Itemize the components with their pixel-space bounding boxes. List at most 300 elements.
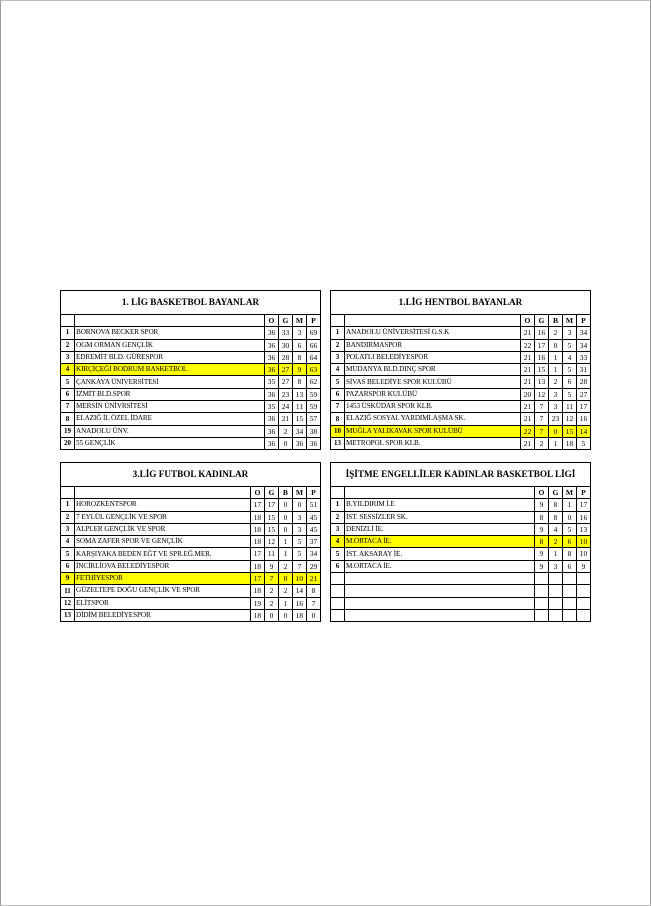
column-header: P	[577, 315, 591, 327]
stat-cell: 21	[521, 437, 535, 449]
table-row	[61, 585, 321, 597]
team-name: İZMİT BLD.SPOR	[75, 388, 265, 400]
table-row	[331, 597, 591, 609]
table-row	[61, 413, 321, 425]
stat-cell: 0	[562, 511, 576, 523]
stat-cell: 36	[264, 388, 278, 400]
stat-cell: 2	[535, 437, 549, 449]
column-header: M	[292, 487, 306, 499]
rank-cell: 5	[331, 548, 345, 560]
stat-cell: 36	[264, 413, 278, 425]
stat-cell: 36	[264, 351, 278, 363]
table-row	[331, 536, 591, 548]
table-row	[61, 523, 321, 535]
column-header: O	[534, 487, 548, 499]
rank-cell: 3	[61, 351, 75, 363]
rank-cell: 2	[61, 511, 75, 523]
stat-cell: 18	[250, 523, 264, 535]
stat-cell	[548, 597, 562, 609]
stat-cell: 22	[521, 339, 535, 351]
stat-cell: 18	[563, 437, 577, 449]
rank-cell: 2	[331, 339, 345, 351]
team-name: MUĞLA YALIKAVAK SPOR KULÜBÜ	[345, 425, 521, 437]
stat-cell: 9	[534, 499, 548, 511]
team-name: ELİTSPOR	[75, 597, 251, 609]
stat-cell: 0	[264, 609, 278, 621]
stat-cell: 16	[576, 511, 590, 523]
stat-cell: 16	[577, 413, 591, 425]
header-blank	[345, 315, 521, 327]
stat-cell: 0	[278, 499, 292, 511]
team-name: İST. SESSİZLER SK.	[345, 511, 535, 523]
column-header: G	[535, 315, 549, 327]
stat-cell: 15	[563, 425, 577, 437]
stat-cell	[562, 597, 576, 609]
stat-cell: 8	[292, 351, 306, 363]
rank-cell: 10	[331, 425, 345, 437]
stat-cell: 59	[306, 388, 320, 400]
stat-cell: 16	[535, 327, 549, 339]
rank-cell: 5	[61, 376, 75, 388]
header-blank	[331, 487, 345, 499]
column-header: B	[278, 487, 292, 499]
column-header: O	[264, 315, 278, 327]
table-row	[331, 339, 591, 351]
stat-cell: 21	[521, 364, 535, 376]
stat-cell: 17	[264, 499, 278, 511]
stat-cell	[548, 573, 562, 585]
header-blank	[61, 315, 75, 327]
team-name: ÇANKAYA ÜNİVERSİTESİ	[75, 376, 265, 388]
stat-cell: 8	[548, 499, 562, 511]
stat-cell: 23	[549, 413, 563, 425]
stat-cell: 18	[292, 609, 306, 621]
stat-cell: 6	[563, 376, 577, 388]
stat-cell: 3	[549, 401, 563, 413]
table-row	[331, 499, 591, 511]
rank-cell	[331, 585, 345, 597]
table-row	[61, 597, 321, 609]
stat-cell	[534, 585, 548, 597]
stat-cell: 16	[535, 351, 549, 363]
rank-cell: 9	[61, 573, 75, 585]
stat-cell	[576, 585, 590, 597]
stat-cell: 15	[292, 413, 306, 425]
stat-cell: 5	[563, 388, 577, 400]
stat-cell: 13	[292, 388, 306, 400]
stat-cell: 3	[292, 327, 306, 339]
table-row	[61, 425, 321, 437]
stat-cell: 12	[264, 536, 278, 548]
rank-cell: 11	[61, 585, 75, 597]
stat-cell	[534, 609, 548, 621]
table-title: 1.LİG HENTBOL BAYANLAR	[331, 291, 591, 315]
stat-cell: 11	[264, 548, 278, 560]
team-name: 1453 ÜSKÜDAR SPOR KLB.	[345, 401, 521, 413]
stat-cell: 36	[306, 437, 320, 449]
table-row	[61, 327, 321, 339]
stat-cell: 7	[264, 573, 278, 585]
rank-cell: 2	[331, 511, 345, 523]
stat-cell: 5	[292, 536, 306, 548]
rank-cell: 5	[61, 548, 75, 560]
stat-cell: 63	[306, 364, 320, 376]
stat-cell: 2	[278, 425, 292, 437]
stat-cell: 21	[278, 413, 292, 425]
team-name: SOMA ZAFER SPOR VE GENÇLİK	[75, 536, 251, 548]
stat-cell: 10	[576, 548, 590, 560]
stat-cell: 0	[278, 609, 292, 621]
table-header-row	[331, 315, 591, 327]
stat-cell: 1	[562, 499, 576, 511]
team-name: B.YILDIRIM İ.E	[345, 499, 535, 511]
table-title: 3.LİG FUTBOL KADINLAR	[61, 463, 321, 487]
rank-cell: 4	[61, 536, 75, 548]
stat-cell: 18	[250, 609, 264, 621]
stat-cell	[562, 609, 576, 621]
table-title-row	[61, 463, 321, 487]
header-blank	[345, 487, 535, 499]
stat-cell: 62	[306, 376, 320, 388]
rank-cell: 6	[61, 388, 75, 400]
stat-cell: 4	[563, 351, 577, 363]
table-row	[331, 511, 591, 523]
rank-cell: 1	[331, 499, 345, 511]
table-row	[331, 388, 591, 400]
rank-cell	[331, 573, 345, 585]
stat-cell: 1	[549, 437, 563, 449]
rank-cell: 6	[61, 560, 75, 572]
stat-cell: 14	[292, 585, 306, 597]
league-table	[330, 290, 591, 450]
column-header: P	[306, 315, 320, 327]
table-row	[61, 511, 321, 523]
stat-cell: 36	[264, 437, 278, 449]
stat-cell: 3	[548, 560, 562, 572]
table-title-row	[61, 291, 321, 315]
stat-cell: 9	[534, 523, 548, 535]
stat-cell: 36	[264, 339, 278, 351]
stat-cell: 15	[535, 364, 549, 376]
table-row	[331, 560, 591, 572]
stat-cell: 11	[292, 401, 306, 413]
team-name: ANADOLU ÜNİVERSİTESİ G.S.K	[345, 327, 521, 339]
stat-cell: 2	[548, 536, 562, 548]
stat-cell: 64	[306, 351, 320, 363]
team-name: M.ORTACA İE.	[345, 560, 535, 572]
stat-cell: 16	[292, 597, 306, 609]
stat-cell: 0	[549, 339, 563, 351]
team-name	[345, 573, 535, 585]
column-header: P	[576, 487, 590, 499]
stat-cell: 10	[292, 573, 306, 585]
table-title: 1. LİG BASKETBOL BAYANLAR	[61, 291, 321, 315]
table-row	[61, 560, 321, 572]
stat-cell: 2	[278, 560, 292, 572]
table-row	[61, 376, 321, 388]
stat-cell: 34	[577, 327, 591, 339]
stat-cell: 1	[549, 364, 563, 376]
table-title: İŞİTME ENGELLİLER KADINLAR BASKETBOL LİGİ	[331, 463, 591, 487]
stat-cell: 21	[521, 401, 535, 413]
team-name: EDREMİT BLD. GÜRESPOR	[75, 351, 265, 363]
table-header-row	[61, 487, 321, 499]
stat-cell	[548, 585, 562, 597]
stat-cell: 7	[535, 425, 549, 437]
team-name: 7 EYLÜL GENÇLİK VE SPOR	[75, 511, 251, 523]
stat-cell: 1	[278, 597, 292, 609]
stat-cell: 7	[535, 401, 549, 413]
rank-cell: 13	[61, 609, 75, 621]
stat-cell: 18	[250, 560, 264, 572]
stat-cell: 6	[562, 536, 576, 548]
stat-cell: 8	[534, 536, 548, 548]
table-row	[61, 548, 321, 560]
column-header: M	[292, 315, 306, 327]
team-name: HOROZKENTSPOR	[75, 499, 251, 511]
stat-cell: 23	[278, 388, 292, 400]
team-name	[345, 609, 535, 621]
rank-cell	[331, 597, 345, 609]
stat-cell: 7	[535, 413, 549, 425]
rank-cell: 4	[61, 364, 75, 376]
rank-cell: 8	[331, 413, 345, 425]
league-table	[60, 290, 321, 450]
team-name: M.ORTACA İE.	[345, 536, 535, 548]
team-name: METROPOL SPOR KLB.	[345, 437, 521, 449]
column-header: G	[278, 315, 292, 327]
stat-cell: 8	[562, 548, 576, 560]
stat-cell	[534, 573, 548, 585]
stat-cell: 5	[577, 437, 591, 449]
table-row	[61, 351, 321, 363]
stat-cell: 51	[306, 499, 320, 511]
stat-cell: 45	[306, 511, 320, 523]
team-name	[345, 585, 535, 597]
stat-cell: 17	[535, 339, 549, 351]
stat-cell: 33	[577, 351, 591, 363]
table-row	[331, 351, 591, 363]
league-table	[60, 462, 321, 622]
table-row	[331, 437, 591, 449]
stat-cell: 34	[306, 548, 320, 560]
stat-cell: 31	[577, 364, 591, 376]
team-name: SİVAS BELEDİYE SPOR KULÜBÜ	[345, 376, 521, 388]
stat-cell: 20	[521, 388, 535, 400]
column-header: M	[562, 487, 576, 499]
stat-cell: 21	[306, 573, 320, 585]
rank-cell: 3	[331, 523, 345, 535]
table-row	[331, 609, 591, 621]
table-row	[61, 573, 321, 585]
header-blank	[61, 487, 75, 499]
header-blank	[331, 315, 345, 327]
rank-cell: 6	[331, 560, 345, 572]
stat-cell: 30	[278, 339, 292, 351]
team-name: İST. AKSARAY İE.	[345, 548, 535, 560]
column-header: B	[549, 315, 563, 327]
stat-cell	[548, 609, 562, 621]
table-row	[331, 585, 591, 597]
team-name: MERSİN ÜNİVRSİTESİ	[75, 401, 265, 413]
stat-cell: 2	[549, 327, 563, 339]
table-header-row	[61, 315, 321, 327]
team-name: MUDANYA BLD.DINÇ SPOR	[345, 364, 521, 376]
stat-cell: 36	[264, 327, 278, 339]
stat-cell: 0	[278, 573, 292, 585]
column-header: O	[521, 315, 535, 327]
stat-cell: 27	[577, 388, 591, 400]
stat-cell: 18	[250, 536, 264, 548]
stat-cell: 21	[521, 351, 535, 363]
stat-cell: 10	[576, 536, 590, 548]
stat-cell: 7	[292, 560, 306, 572]
stat-cell: 3	[292, 511, 306, 523]
rank-cell: 19	[61, 425, 75, 437]
stat-cell: 36	[264, 425, 278, 437]
stat-cell: 0	[306, 609, 320, 621]
column-header: G	[264, 487, 278, 499]
team-name: GÜZELTEPE DOĞU GENÇLİK VE SPOR	[75, 585, 251, 597]
stat-cell: 3	[563, 327, 577, 339]
table-row	[331, 364, 591, 376]
table-row	[331, 376, 591, 388]
stat-cell: 21	[521, 327, 535, 339]
stat-cell: 66	[306, 339, 320, 351]
stat-cell: 1	[278, 536, 292, 548]
rank-cell: 7	[331, 401, 345, 413]
stat-cell: 8	[534, 511, 548, 523]
rank-cell: 13	[331, 437, 345, 449]
stat-cell: 5	[292, 548, 306, 560]
column-header: M	[563, 315, 577, 327]
stat-cell: 8	[548, 511, 562, 523]
stat-cell: 21	[521, 413, 535, 425]
stat-cell: 1	[278, 548, 292, 560]
stat-cell: 8	[306, 585, 320, 597]
table-title-row	[331, 291, 591, 315]
stat-cell: 2	[264, 597, 278, 609]
rank-cell: 3	[61, 523, 75, 535]
column-header: G	[548, 487, 562, 499]
table-row	[331, 401, 591, 413]
stat-cell: 9	[576, 560, 590, 572]
team-name: 55 GENÇLİK	[75, 437, 265, 449]
stat-cell: 1	[548, 548, 562, 560]
table-row	[61, 339, 321, 351]
stat-cell: 5	[563, 339, 577, 351]
stat-cell: 2	[264, 585, 278, 597]
stat-cell: 38	[306, 425, 320, 437]
rank-cell: 4	[331, 364, 345, 376]
team-name: DİDİM BELEDİYESPOR	[75, 609, 251, 621]
team-name: ELAZIĞ SOSYAL YARDIMLAŞMA SK.	[345, 413, 521, 425]
team-name: BANDIRMASPOR	[345, 339, 521, 351]
team-name: POLATLI BELEDİYESPOR	[345, 351, 521, 363]
table-row	[61, 499, 321, 511]
stat-cell: 6	[292, 339, 306, 351]
rank-cell: 1	[331, 327, 345, 339]
team-name: KIRÇİÇEĞİ BODRUM BASKETBOL	[75, 364, 265, 376]
stat-cell: 14	[577, 425, 591, 437]
stat-cell	[534, 597, 548, 609]
table-row	[331, 523, 591, 535]
stat-cell: 27	[278, 376, 292, 388]
stat-cell: 15	[264, 511, 278, 523]
rank-cell: 7	[61, 401, 75, 413]
stat-cell: 0	[278, 523, 292, 535]
stat-cell: 6	[562, 560, 576, 572]
rank-cell: 6	[331, 388, 345, 400]
team-name: BORNOVA BECKER SPOR	[75, 327, 265, 339]
stat-cell: 28	[278, 351, 292, 363]
stat-cell: 17	[250, 499, 264, 511]
stat-cell: 17	[250, 548, 264, 560]
team-name: FETHİYESPOR	[75, 573, 251, 585]
stat-cell: 0	[549, 425, 563, 437]
stat-cell: 18	[250, 585, 264, 597]
stat-cell: 33	[278, 327, 292, 339]
stat-cell: 34	[292, 425, 306, 437]
table-row	[61, 364, 321, 376]
rank-cell: 20	[61, 437, 75, 449]
stat-cell	[576, 609, 590, 621]
stat-cell: 18	[250, 511, 264, 523]
team-name: ANADOLU ÜNV.	[75, 425, 265, 437]
stat-cell: 8	[292, 376, 306, 388]
stat-cell: 17	[576, 499, 590, 511]
stat-cell: 0	[278, 437, 292, 449]
rank-cell: 1	[61, 499, 75, 511]
stat-cell: 0	[278, 511, 292, 523]
stat-cell: 34	[577, 339, 591, 351]
stat-cell: 5	[563, 364, 577, 376]
stat-cell: 1	[549, 351, 563, 363]
stat-cell: 37	[306, 536, 320, 548]
table-row	[61, 536, 321, 548]
stat-cell	[576, 597, 590, 609]
table-row	[61, 437, 321, 449]
team-name: OGM ORMAN GENÇLİK	[75, 339, 265, 351]
rank-cell	[331, 609, 345, 621]
stat-cell: 7	[306, 597, 320, 609]
stat-cell: 13	[576, 523, 590, 535]
stat-cell: 35	[264, 401, 278, 413]
team-name: KARŞIYAKA BEDEN EĞT VE SPR.EĞ.MER.	[75, 548, 251, 560]
stat-cell: 12	[563, 413, 577, 425]
stat-cell: 3	[292, 523, 306, 535]
stat-cell: 28	[577, 376, 591, 388]
stat-cell	[576, 573, 590, 585]
stat-cell: 2	[549, 376, 563, 388]
stat-cell: 29	[306, 560, 320, 572]
stat-cell: 15	[264, 523, 278, 535]
stat-cell: 13	[535, 376, 549, 388]
header-blank	[75, 315, 265, 327]
team-name: ALPLER GENÇLİK VE SPOR	[75, 523, 251, 535]
table-row	[61, 609, 321, 621]
stat-cell: 35	[264, 376, 278, 388]
column-header: P	[306, 487, 320, 499]
stat-cell: 19	[250, 597, 264, 609]
table-row	[331, 425, 591, 437]
stat-cell: 21	[521, 376, 535, 388]
team-name	[345, 597, 535, 609]
stat-cell: 3	[549, 388, 563, 400]
league-table	[330, 462, 591, 622]
stat-cell: 4	[548, 523, 562, 535]
table-row	[331, 548, 591, 560]
